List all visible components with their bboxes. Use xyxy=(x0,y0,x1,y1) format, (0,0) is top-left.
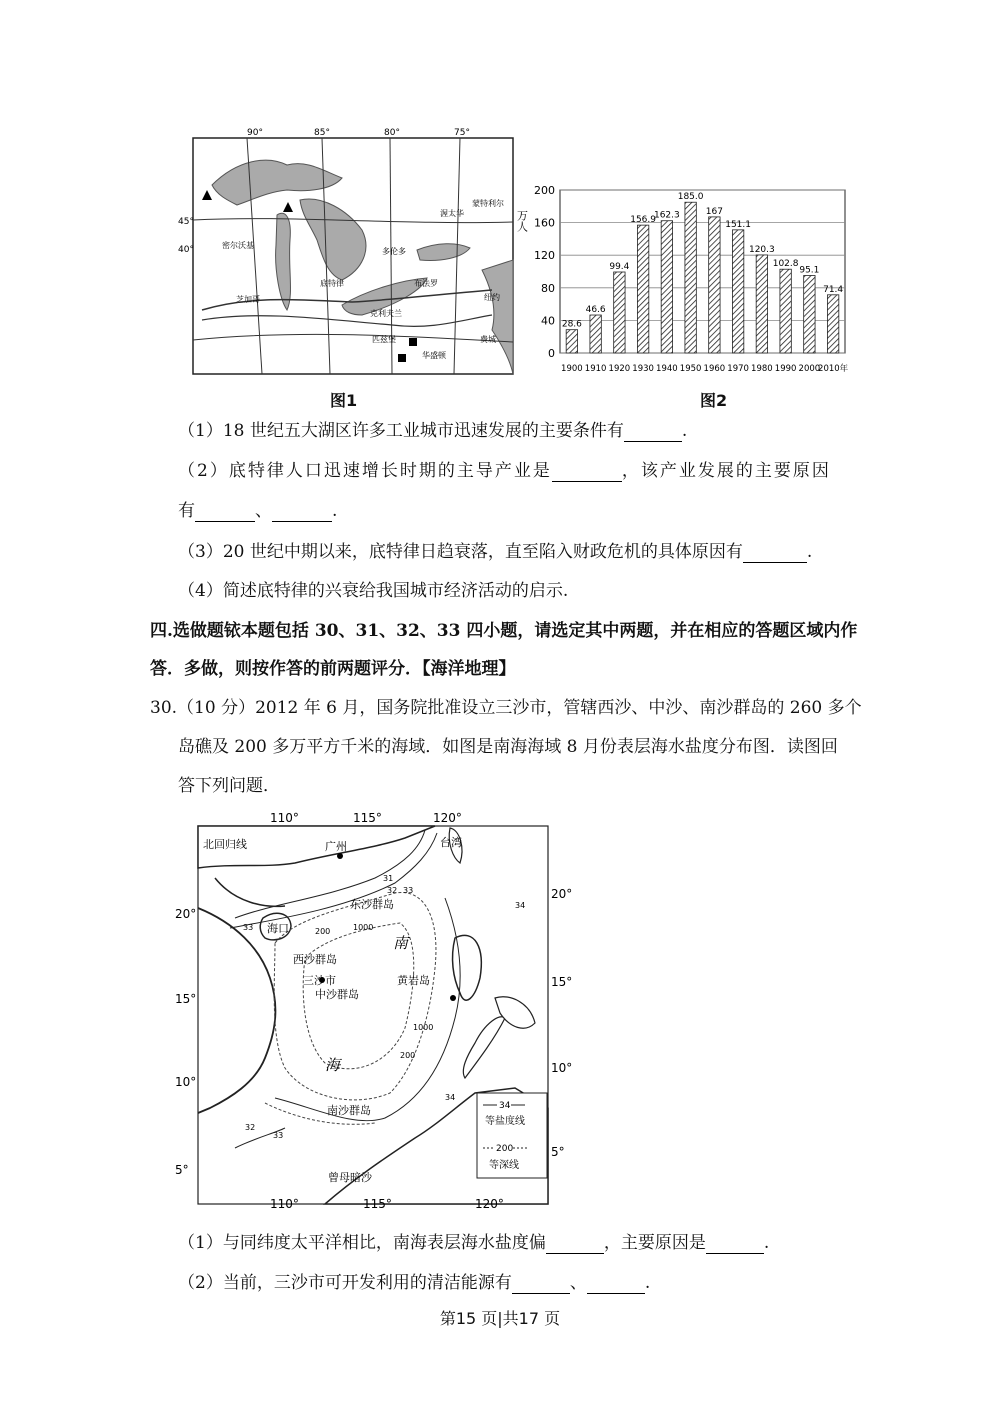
x-tick-label: 1900 xyxy=(561,364,583,374)
x-tick-label: 1950 xyxy=(679,364,702,374)
q29-2-cont: 有 、 . xyxy=(178,501,338,521)
great-lakes-map xyxy=(178,128,514,376)
lon-label: 80° xyxy=(384,128,400,138)
answer-blank[interactable] xyxy=(272,505,332,522)
svg-text:黄岩岛: 黄岩岛 xyxy=(397,974,430,987)
q30-1: （1）与同纬度太平洋相比，南海表层海水盐度偏 ，主要原因是 . xyxy=(178,1233,770,1253)
svg-text:等盐度线: 等盐度线 xyxy=(485,1116,525,1127)
y-unit-label: 万人 xyxy=(515,210,529,232)
bar xyxy=(732,230,743,353)
svg-text:三沙市: 三沙市 xyxy=(303,974,336,987)
svg-text:5°: 5° xyxy=(551,1145,565,1159)
fig1-caption: 图1 xyxy=(330,391,358,410)
svg-text:1000: 1000 xyxy=(413,1023,434,1032)
bar xyxy=(756,255,767,353)
bar xyxy=(614,272,625,353)
svg-text:32: 32 xyxy=(245,1123,256,1132)
answer-blank[interactable] xyxy=(546,1237,604,1254)
south-china-sea-salinity-map xyxy=(175,808,575,1211)
x-tick-label: 1980 xyxy=(751,364,773,374)
svg-text:34: 34 xyxy=(445,1093,456,1102)
svg-text:200: 200 xyxy=(400,1051,416,1060)
svg-text:广州: 广州 xyxy=(325,840,347,853)
svg-text:33: 33 xyxy=(243,923,254,932)
page-footer: 第15 页|共17 页 xyxy=(439,1309,561,1328)
bar xyxy=(709,217,720,353)
x-tick-label: 1920 xyxy=(608,364,631,374)
bar-value-label: 120.3 xyxy=(748,244,775,255)
y-tick-label: 160 xyxy=(534,216,555,230)
lat-label: 40° xyxy=(178,245,194,255)
svg-text:15°: 15° xyxy=(551,975,573,989)
answer-blank[interactable] xyxy=(195,505,255,522)
answer-blank[interactable] xyxy=(552,465,622,482)
bar-value-label: 162.3 xyxy=(653,210,680,221)
q29-1: （1）18 世纪五大湖区许多工业城市迅速发展的主要条件有 . xyxy=(178,421,688,441)
bar-value-label: 185.0 xyxy=(677,192,704,203)
population-bar-chart xyxy=(510,180,855,380)
x-tick-label: 1960 xyxy=(703,364,726,374)
q29-4: （4）简述底特律的兴衰给我国城市经济活动的启示. xyxy=(178,581,569,601)
lon-label: 85° xyxy=(314,128,330,138)
mine-square-2 xyxy=(398,354,406,362)
bar-value-label: 99.4 xyxy=(609,261,630,272)
city-label: 蒙特利尔 xyxy=(472,199,504,208)
lat-label: 45° xyxy=(178,217,194,227)
city-label: 华盛顿 xyxy=(422,351,446,360)
svg-text:115°: 115° xyxy=(353,811,382,825)
svg-text:10°: 10° xyxy=(175,1075,197,1089)
svg-text:西沙群岛: 西沙群岛 xyxy=(293,953,337,966)
svg-text:20°: 20° xyxy=(175,907,197,921)
section4-heading-2: 答．多做，则按作答的前两题评分．【海洋地理】 xyxy=(150,659,516,679)
q30-stem-2: 岛礁及 200 多万平方千米的海域．如图是南海海域 8 月份表层海水盐度分布图．读图回 xyxy=(178,737,838,757)
x-tick-label: 2000 xyxy=(798,364,821,374)
q30-2: （2）当前，三沙市可开发利用的清洁能源有 、 . xyxy=(178,1273,651,1293)
y-tick-label: 80 xyxy=(541,281,555,295)
svg-text:33: 33 xyxy=(403,886,414,895)
x-tick-label: 1910 xyxy=(584,364,607,374)
svg-text:台湾: 台湾 xyxy=(440,836,462,849)
svg-text:200: 200 xyxy=(315,927,331,936)
bar-value-label: 151.1 xyxy=(725,219,752,230)
svg-text:1000: 1000 xyxy=(353,923,374,932)
bar-value-label: 71.4 xyxy=(823,284,844,295)
city-label: 布法罗 xyxy=(414,279,438,288)
svg-text:32: 32 xyxy=(387,886,398,895)
city-label: 底特律 xyxy=(320,279,344,288)
bar xyxy=(637,225,648,353)
svg-text:海口: 海口 xyxy=(267,922,289,935)
city-label: 纽约 xyxy=(484,293,500,302)
svg-text:110°: 110° xyxy=(270,1197,299,1211)
svg-text:10°: 10° xyxy=(551,1061,573,1075)
bar xyxy=(827,295,838,353)
y-tick-label: 120 xyxy=(534,249,555,263)
y-tick-label: 40 xyxy=(541,314,555,328)
q30-stem-1: 30.（10 分）2012 年 6 月，国务院批准设立三沙市，管辖西沙、中沙、南沙群岛的 260 多个 xyxy=(150,698,862,718)
q29-2: （2）底特律人口迅速增长时期的主导产业是 ，该产业发展的主要原因 xyxy=(178,461,831,481)
svg-text:34: 34 xyxy=(499,1101,511,1111)
svg-text:31: 31 xyxy=(383,874,394,883)
x-tick-label: 1970 xyxy=(727,364,749,374)
svg-text:200: 200 xyxy=(496,1144,514,1154)
answer-blank[interactable] xyxy=(624,425,682,442)
lon-label: 75° xyxy=(454,128,470,138)
bar xyxy=(661,221,672,353)
svg-text:东沙群岛: 东沙群岛 xyxy=(350,898,394,911)
svg-text:中沙群岛: 中沙群岛 xyxy=(315,988,359,1001)
bar xyxy=(685,202,696,353)
mine-square-1 xyxy=(409,338,417,346)
city-label: 克利夫兰 xyxy=(370,309,402,318)
svg-text:5°: 5° xyxy=(175,1163,189,1177)
bar xyxy=(804,275,815,353)
bar-value-label: 28.6 xyxy=(561,319,582,330)
q30-stem-3: 答下列问题． xyxy=(178,776,280,796)
map-legend xyxy=(477,1093,547,1178)
city-label: 匹兹堡 xyxy=(372,335,396,344)
city-label: 渥太华 xyxy=(440,209,464,218)
city-label: 芝加哥 xyxy=(236,295,260,304)
x-tick-label: 1990 xyxy=(774,364,797,374)
svg-text:南沙群岛: 南沙群岛 xyxy=(327,1104,371,1117)
answer-blank[interactable] xyxy=(706,1237,764,1254)
bar xyxy=(566,330,577,353)
answer-blank[interactable] xyxy=(587,1277,645,1294)
svg-text:等深线: 等深线 xyxy=(489,1160,519,1171)
svg-text:海: 海 xyxy=(325,1056,341,1074)
svg-text:120°: 120° xyxy=(475,1197,504,1211)
x-tick-label: 2010年 xyxy=(818,364,849,374)
svg-text:115°: 115° xyxy=(363,1197,392,1211)
svg-text:北回归线: 北回归线 xyxy=(203,838,247,851)
svg-text:20°: 20° xyxy=(551,887,573,901)
svg-text:120°: 120° xyxy=(433,811,462,825)
bar xyxy=(590,315,601,353)
bar-value-label: 156.9 xyxy=(630,215,657,226)
svg-text:南: 南 xyxy=(393,934,409,952)
svg-text:110°: 110° xyxy=(270,811,299,825)
city-label: 多伦多 xyxy=(382,247,406,256)
bar-value-label: 167 xyxy=(705,206,723,217)
answer-blank[interactable] xyxy=(512,1277,570,1294)
x-tick-label: 1940 xyxy=(656,364,678,374)
city-label: 费城 xyxy=(480,335,496,344)
bar-value-label: 95.1 xyxy=(799,265,820,276)
svg-text:33: 33 xyxy=(273,1131,284,1140)
x-tick-label: 1930 xyxy=(632,364,654,374)
svg-text:曾母暗沙: 曾母暗沙 xyxy=(328,1171,372,1184)
lon-label: 90° xyxy=(247,128,263,138)
fig2-caption: 图2 xyxy=(700,391,728,410)
y-tick-label: 0 xyxy=(548,347,555,360)
bar xyxy=(780,269,791,353)
q29-3: （3）20 世纪中期以来，底特律日趋衰落，直至陷入财政危机的具体原因有 . xyxy=(178,542,813,562)
city-label: 密尔沃基 xyxy=(222,241,254,250)
bar-value-label: 102.8 xyxy=(772,259,799,270)
svg-text:15°: 15° xyxy=(175,992,197,1006)
answer-blank[interactable] xyxy=(743,546,807,563)
svg-text:34: 34 xyxy=(515,901,526,910)
bar-value-label: 46.6 xyxy=(585,305,606,316)
section4-heading-1: 四.选做题铱本题包括 30、31、32、33 四小题，请选定其中两题，并在相应的答题区域内作 xyxy=(150,621,858,641)
y-tick-label: 200 xyxy=(534,184,555,197)
